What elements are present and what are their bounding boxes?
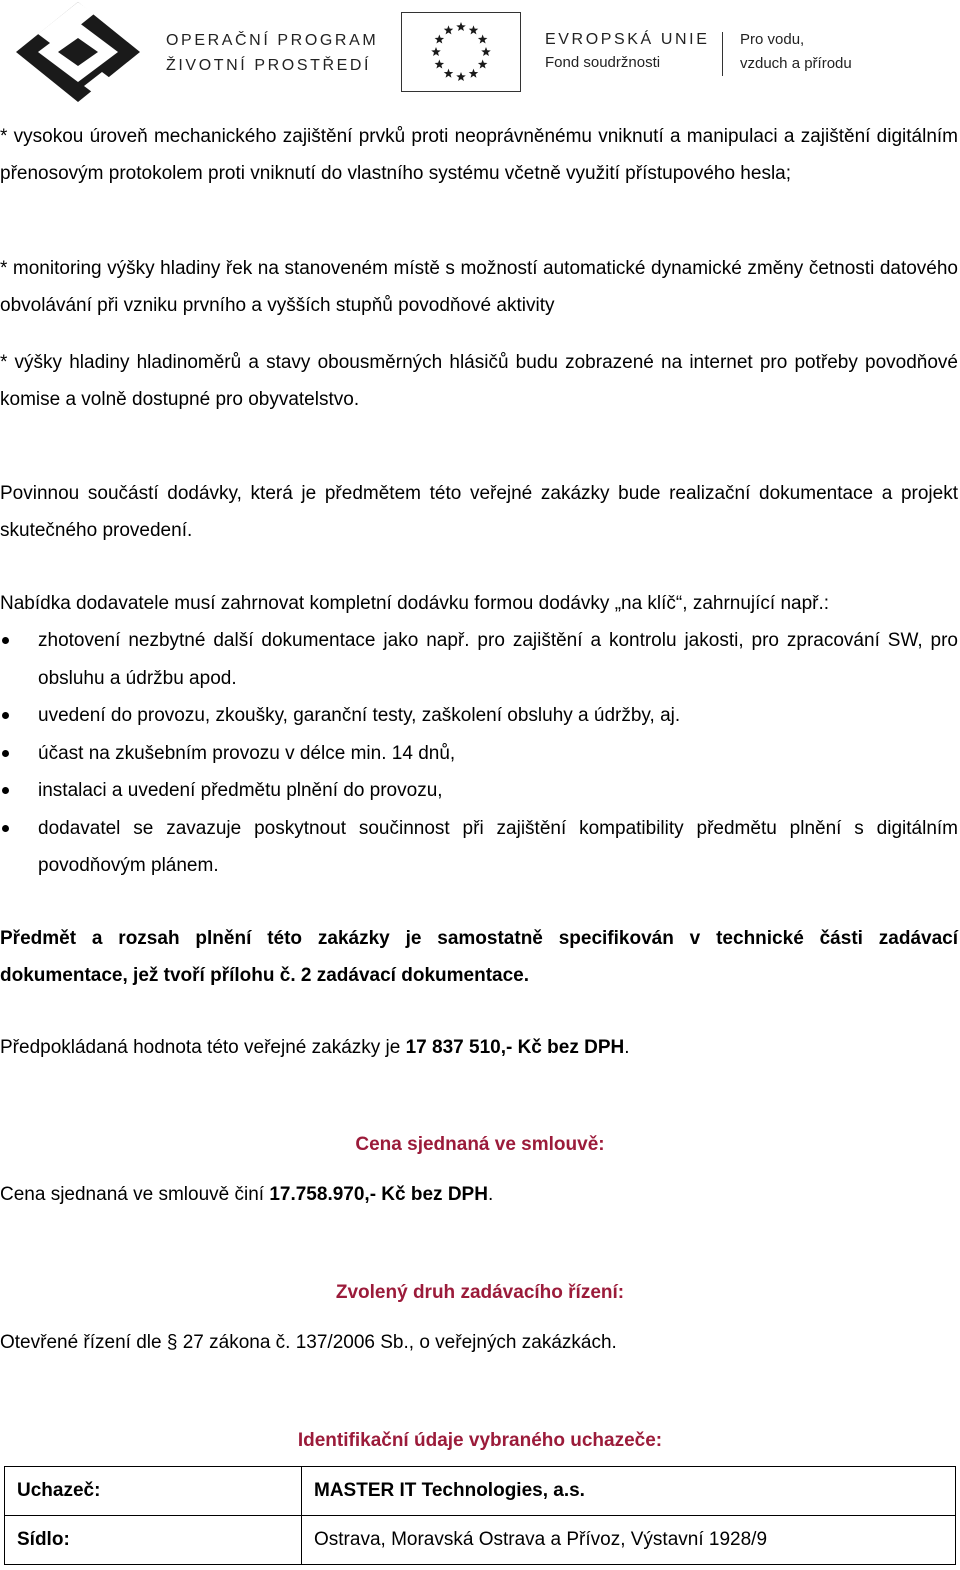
slogan-line2: vzduch a přírodu bbox=[740, 55, 852, 72]
paragraph-documentation: Povinnou součástí dodávky, která je předmětem této veřejné zakázky bude realizační dokumentace a projekt skutečného provedení. bbox=[0, 483, 958, 541]
bullet-icon bbox=[2, 787, 9, 794]
bullet-icon bbox=[2, 637, 9, 644]
list-item bbox=[0, 622, 958, 697]
bullet-icon bbox=[2, 750, 9, 757]
header-logos bbox=[0, 0, 960, 110]
contract-price bbox=[0, 1176, 958, 1213]
paragraph-security: * vysokou úroveň mechanického zajištění prvků proti neoprávněnému vniknutí a manipulaci a zajištění digitálním přenosovým protokolem proti vniknutí do vlastního systému včetně využití přístupového hesla; bbox=[0, 126, 958, 184]
paragraph-monitoring: * monitoring výšky hladiny řek na stanoveném místě s možností automatické dynamické změny četnosti datového obvolávání při vzniku prvního a vyšších stupňů povodňové aktivity bbox=[0, 258, 958, 316]
list-item-text: zhotovení nezbytné další dokumentace jako např. pro zajištění a kontrolu jakosti, pro zpracování SW, pro obsluhu a údržbu apod. bbox=[38, 630, 958, 689]
eu-flag-icon bbox=[401, 12, 521, 92]
procedure-text: Otevřené řízení dle § 27 zákona č. 137/2006 Sb., o veřejných zakázkách. bbox=[0, 1332, 617, 1353]
paragraph-display: * výšky hladiny hladinoměrů a stavy obousměrných hlásičů budu zobrazené na internet pro potřeby povodňové komise a volně dostupné pro obyvatelstvo. bbox=[0, 352, 958, 410]
eu-star-icon bbox=[456, 72, 466, 81]
price-suffix: . bbox=[487, 1184, 494, 1205]
scope-statement: Předmět a rozsah plnění této zakázky je samostatně specifikován v technické části zadávací dokumentace, jež tvoří přílohu č. 2 zadávací dokumentace. bbox=[0, 928, 958, 986]
eu-star-icon bbox=[444, 69, 454, 78]
header-divider bbox=[722, 32, 723, 76]
list-item-text: účast na zkušebním provozu v délce min. 14 dnů, bbox=[38, 742, 456, 764]
estimate-prefix: Předpokládaná hodnota této veřejné zakázky je bbox=[0, 1037, 406, 1058]
winner-table bbox=[4, 1466, 956, 1565]
eu-star-icon bbox=[435, 60, 445, 69]
contract-price-heading: Cena sjednaná ve smlouvě: bbox=[355, 1134, 605, 1155]
offer-requirements-list bbox=[0, 622, 958, 885]
op-zp-logo-icon bbox=[14, 0, 144, 104]
seat-value: Ostrava, Moravská Ostrava a Přívoz, Výstavní 1928/9 bbox=[302, 1516, 956, 1565]
winner-heading: Identifikační údaje vybraného uchazeče: bbox=[297, 1430, 663, 1451]
price-prefix: Cena sjednaná ve smlouvě činí bbox=[0, 1184, 270, 1205]
winner-label: Uchazeč: bbox=[5, 1467, 302, 1516]
seat-label: Sídlo: bbox=[5, 1516, 302, 1565]
table-row bbox=[5, 1516, 956, 1565]
eu-star-icon bbox=[481, 47, 491, 56]
eu-star-icon bbox=[469, 69, 479, 78]
slogan bbox=[740, 28, 852, 76]
bullet-icon bbox=[2, 825, 9, 832]
estimate-value: 17 837 510,- Kč bez DPH bbox=[405, 1037, 625, 1058]
list-item-text: uvedení do provozu, zkoušky, garanční testy, zaškolení obsluhy a údržby, aj. bbox=[38, 705, 681, 726]
list-item bbox=[0, 772, 958, 810]
list-item bbox=[0, 810, 958, 885]
table-row bbox=[5, 1467, 956, 1516]
eu-star-icon bbox=[478, 35, 488, 44]
eu-star-icon bbox=[478, 60, 488, 69]
eu-line2: Fond soudržnosti bbox=[545, 54, 661, 71]
paragraph-offer: Nabídka dodavatele musí zahrnovat kompletní dodávku formou dodávky „na klíč“, zahrnující např.: bbox=[0, 593, 830, 614]
eu-star-icon bbox=[444, 25, 454, 34]
eu-star-icon bbox=[456, 22, 466, 31]
bullet-icon bbox=[2, 712, 9, 719]
program-line1: OPERAČNÍ PROGRAM bbox=[166, 32, 379, 49]
list-item-text: dodavatel se zavazuje poskytnout součinnost při zajištění kompatibility předmětu plnění s digitálním povodňovým plánem. bbox=[38, 817, 958, 876]
estimated-value bbox=[0, 1029, 958, 1066]
procedure-heading: Zvolený druh zadávacího řízení: bbox=[335, 1282, 625, 1303]
estimate-suffix: . bbox=[624, 1037, 630, 1058]
list-item-text: instalaci a uvedení předmětu plnění do provozu, bbox=[38, 780, 443, 801]
eu-star-icon bbox=[469, 25, 479, 34]
eu-stars-icon bbox=[402, 13, 520, 91]
list-item bbox=[0, 697, 958, 735]
eu-star-icon bbox=[435, 35, 445, 44]
slogan-line1: Pro vodu, bbox=[740, 31, 805, 48]
list-item bbox=[0, 735, 958, 773]
eu-line1: EVROPSKÁ UNIE bbox=[545, 31, 710, 48]
eu-label bbox=[545, 28, 710, 75]
price-value: 17.758.970,- Kč bez DPH bbox=[269, 1184, 488, 1205]
eu-star-icon bbox=[431, 47, 441, 56]
program-line2: ŽIVOTNÍ PROSTŘEDÍ bbox=[166, 57, 372, 74]
program-name bbox=[166, 28, 378, 78]
winner-value: MASTER IT Technologies, a.s. bbox=[302, 1467, 956, 1516]
